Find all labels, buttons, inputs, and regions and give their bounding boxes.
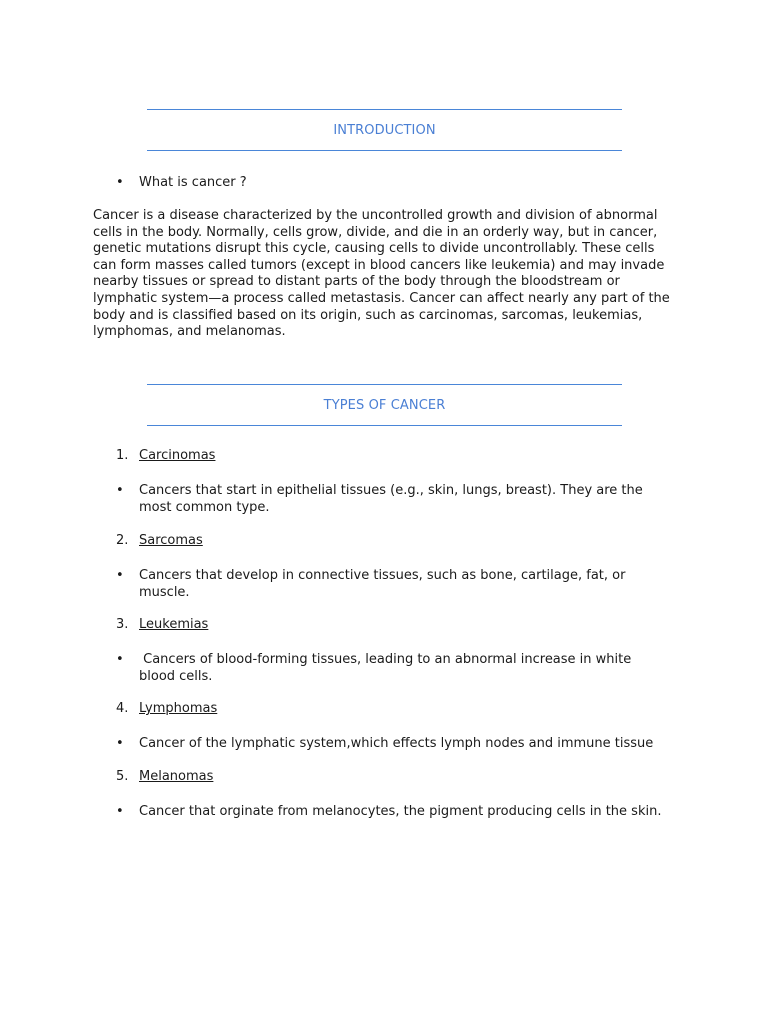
introduction-heading: INTRODUCTION xyxy=(333,122,436,138)
type-description: Cancers that develop in connective tissues, such as bone, cartilage, fat, or muscle. xyxy=(139,568,626,600)
type-number: 3. xyxy=(116,617,129,632)
bullet-icon: • xyxy=(116,483,124,498)
type-name: Lymphomas xyxy=(139,701,218,716)
types-heading: TYPES OF CANCER xyxy=(323,397,446,413)
type-number: 4. xyxy=(116,701,129,716)
question-text: What is cancer ? xyxy=(139,175,247,190)
type-name: Carcinomas xyxy=(139,448,216,463)
type-number: 2. xyxy=(116,533,129,548)
type-description: Cancers that start in epithelial tissues (e.g., skin, lungs, breast). They are the most common type. xyxy=(139,483,643,515)
intro-paragraph: Cancer is a disease characterized by the uncontrolled growth and division of abnormal cells in the body. Normally, cells grow, divide, and die in an orderly way, but in cancer, genetic mutations disrupt this cycle, causing cells to divide uncontrollably. These cells can form masses called tumors (except in blood cancers like leukemia) and may invade nearby tissues or spread to distant parts of the body through the bloodstream or lymphatic system—a process called metastasis. Cancer can affect nearly any part of the body and is classified based on its origin, such as carcinomas, sarcomas, leukemias, lymphomas, and melanomas. xyxy=(93,208,670,340)
type-description: Cancer that orginate from melanocytes, the pigment producing cells in the skin. xyxy=(139,804,662,819)
type-name: Leukemias xyxy=(139,617,209,632)
bullet-icon: • xyxy=(116,175,124,190)
bullet-icon: • xyxy=(116,736,124,751)
bullet-icon: • xyxy=(116,568,124,583)
type-name: Melanomas xyxy=(139,769,214,784)
bullet-icon: • xyxy=(116,804,124,819)
type-number: 5. xyxy=(116,769,129,784)
introduction-header xyxy=(147,109,622,151)
type-description: Cancers of blood-forming tissues, leading to an abnormal increase in white blood cells. xyxy=(139,652,636,684)
bullet-icon: • xyxy=(116,652,124,667)
type-description: Cancer of the lymphatic system,which effects lymph nodes and immune tissue xyxy=(139,736,654,751)
type-number: 1. xyxy=(116,448,129,463)
types-header xyxy=(147,384,622,426)
type-name: Sarcomas xyxy=(139,533,203,548)
